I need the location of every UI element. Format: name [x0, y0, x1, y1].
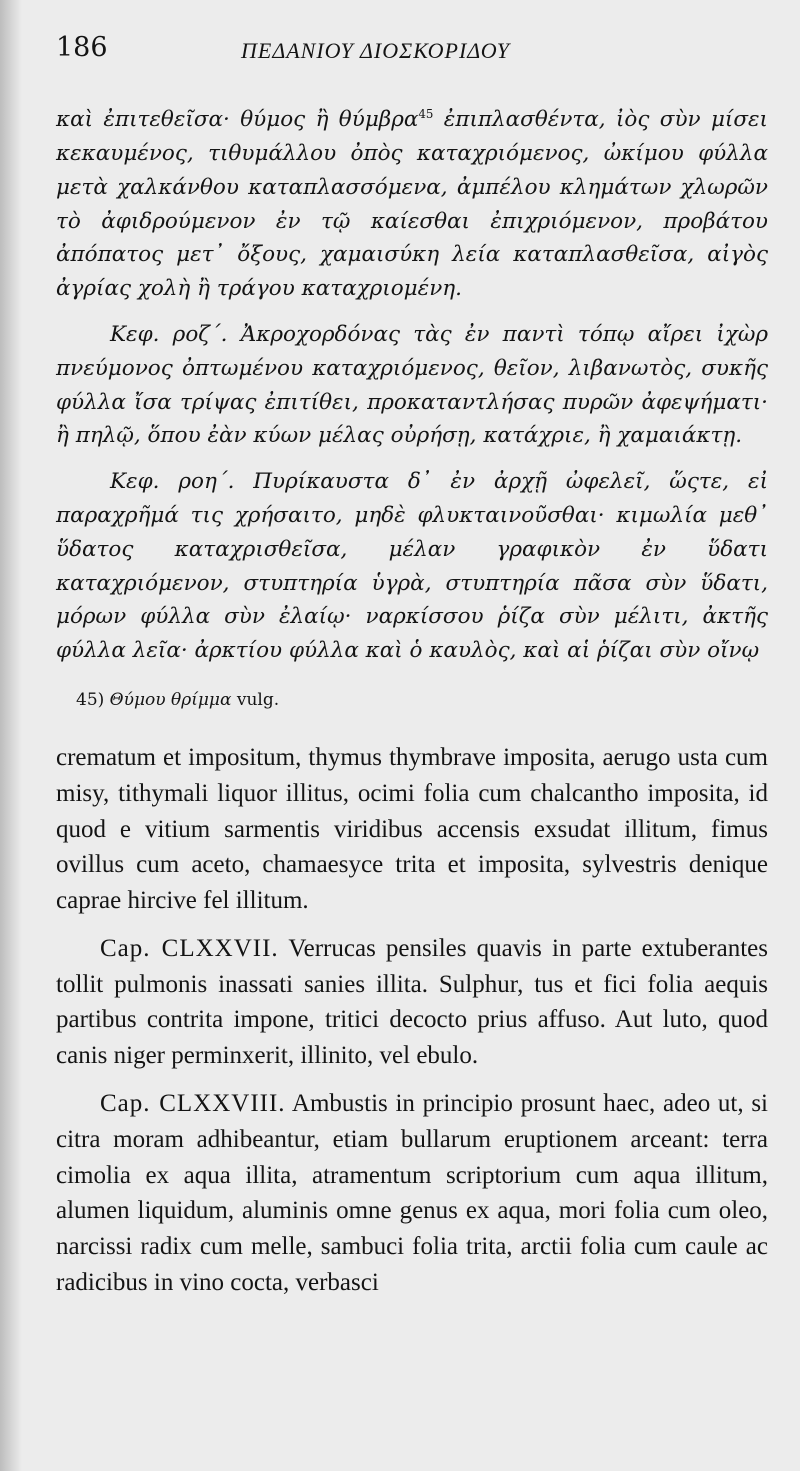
- greek-para1-text: καὶ ἐπιτεθεῖσα· θύμος ἢ θύμβρα: [56, 107, 419, 133]
- latin-chapter-177-label: Cap. CLXXVII.: [100, 934, 279, 962]
- footnote-text: Θύμου θρίμμα: [109, 689, 232, 710]
- greek-chapter-178-label: Κεφ. ροη΄.: [110, 469, 235, 495]
- greek-chapter-177: [56, 318, 768, 453]
- footnote-number: 45): [76, 689, 105, 710]
- footnote: [76, 690, 768, 710]
- greek-chapter-177-label: Κεφ. ροζ΄.: [110, 321, 228, 347]
- page-header: [56, 30, 768, 76]
- latin-chapter-178: [56, 1086, 768, 1301]
- latin-chapter-178-label: Cap. CLXXVIII.: [100, 1090, 286, 1118]
- greek-chapter-177-text: Ἀκροχορδόνας τὰς ἐν παντὶ τόπῳ αἴρει ἰχὼρ πνεύμονος ὀπτωμένου καταχριόμενος, θεῖον, λιβανωτὸς, συκῆς φύλλα ἴσα τρίψας ἐπιτίθει, προκαταντλήσας πυρῶν ἀφεψήματι· ἢ πηλῷ, ὅπου ἐὰν κύων μέλας οὐρήσῃ, κατάχριε, ἢ χαμαιάκτῃ.: [56, 321, 768, 449]
- footnote-suffix: vulg.: [236, 689, 280, 710]
- latin-chapter-177-text: Verrucas pensiles quavis in parte extuberantes tollit pulmonis inassati sanies illita. Sulphur, tus et fici folia aequis partibus contrita impone, tritici decocto prius affuso. Aut luto, quod canis niger perminxerit, illinito, vel ebulo.: [56, 934, 769, 1070]
- page-number: 186: [56, 32, 108, 63]
- latin-text-block: [56, 740, 768, 1301]
- greek-para1-rest: ἐπιπλασθέντα, ἰὸς σὺν μίσει κεκαυμένος, τιθυμάλλου ὀπὸς καταχριόμενος, ὠκίμου φύλλα μετὰ χαλκάνθου καταπλασσόμενα, ἀμπέλου κλημάτων χλωρῶν τὸ ἀφιδρούμενον ἐν τῷ καίεσθαι ἐπιχριόμενον, προβάτου ἀπόπατος μετ᾽ ὄξους, χαμαισύκη λεία καταπλασθεῖσα, αἰγὸς ἀγρίας χολὴ ἢ τράγου καταχριομένη.: [56, 107, 768, 302]
- page-gutter-shadow: [0, 0, 22, 1471]
- greek-chapter-178: [56, 465, 768, 668]
- greek-paragraph-continuation: [56, 98, 768, 306]
- latin-paragraph-continuation: crematum et impositum, thymus thymbrave imposita, aerugo usta cum misy, tithymali liquor illitus, ocimi folia cum chalcantho imposita, id quod e vitium sarmentis viridibus accensis exsudat illitum, fimus ovillus cum aceto, chamaesyce trita et imposita, sylvestris denique caprae hircive fel illitum.: [56, 743, 768, 915]
- latin-chapter-178-text: Ambustis in principio prosunt haec, adeo ut, si citra moram adhibeantur, etiam bullarum eruptionem arceant: terra cimolia ex aqua illita, atramentum scriptorium cum aqua illitum, alumen liquidum, aluminis omne genus ex aqua, mori folia cum oleo, narcissi radix cum melle, sambuci folia trita, arctii folia cum caule ac radicibus in vino cocta, verbasci: [56, 1090, 768, 1297]
- footnote-reference: 45: [418, 107, 434, 121]
- greek-text-block: [56, 98, 768, 668]
- latin-chapter-177: [56, 931, 768, 1074]
- running-head: ΠΕΔΑΝΙΟΥ ΔΙΟΣΚΟΡΙΔΟΥ: [241, 38, 511, 63]
- greek-chapter-178-text: Πυρίκαυστα δ᾽ ἐν ἀρχῇ ὠφελεῖ, ὥςτε, εἰ παραχρῆμά τις χρήσαιτο, μηδὲ φλυκταινοῦσθαι· κιμωλία μεθ᾽ ὕδατος καταχρισθεῖσα, μέλαν γραφικὸν ἐν ὕδατι καταχριόμενον, στυπτηρία ὑγρὰ, στυπτηρία πᾶσα σὺν ὕδατι, μόρων φύλλα σὺν ἐλαίῳ· ναρκίσσου ῥίζα σὺν μέλιτι, ἀκτῆς φύλλα λεῖα· ἀρκτίου φύλλα καὶ ὁ καυλὸς, καὶ αἱ ῥίζαι σὺν οἴνῳ: [56, 469, 768, 664]
